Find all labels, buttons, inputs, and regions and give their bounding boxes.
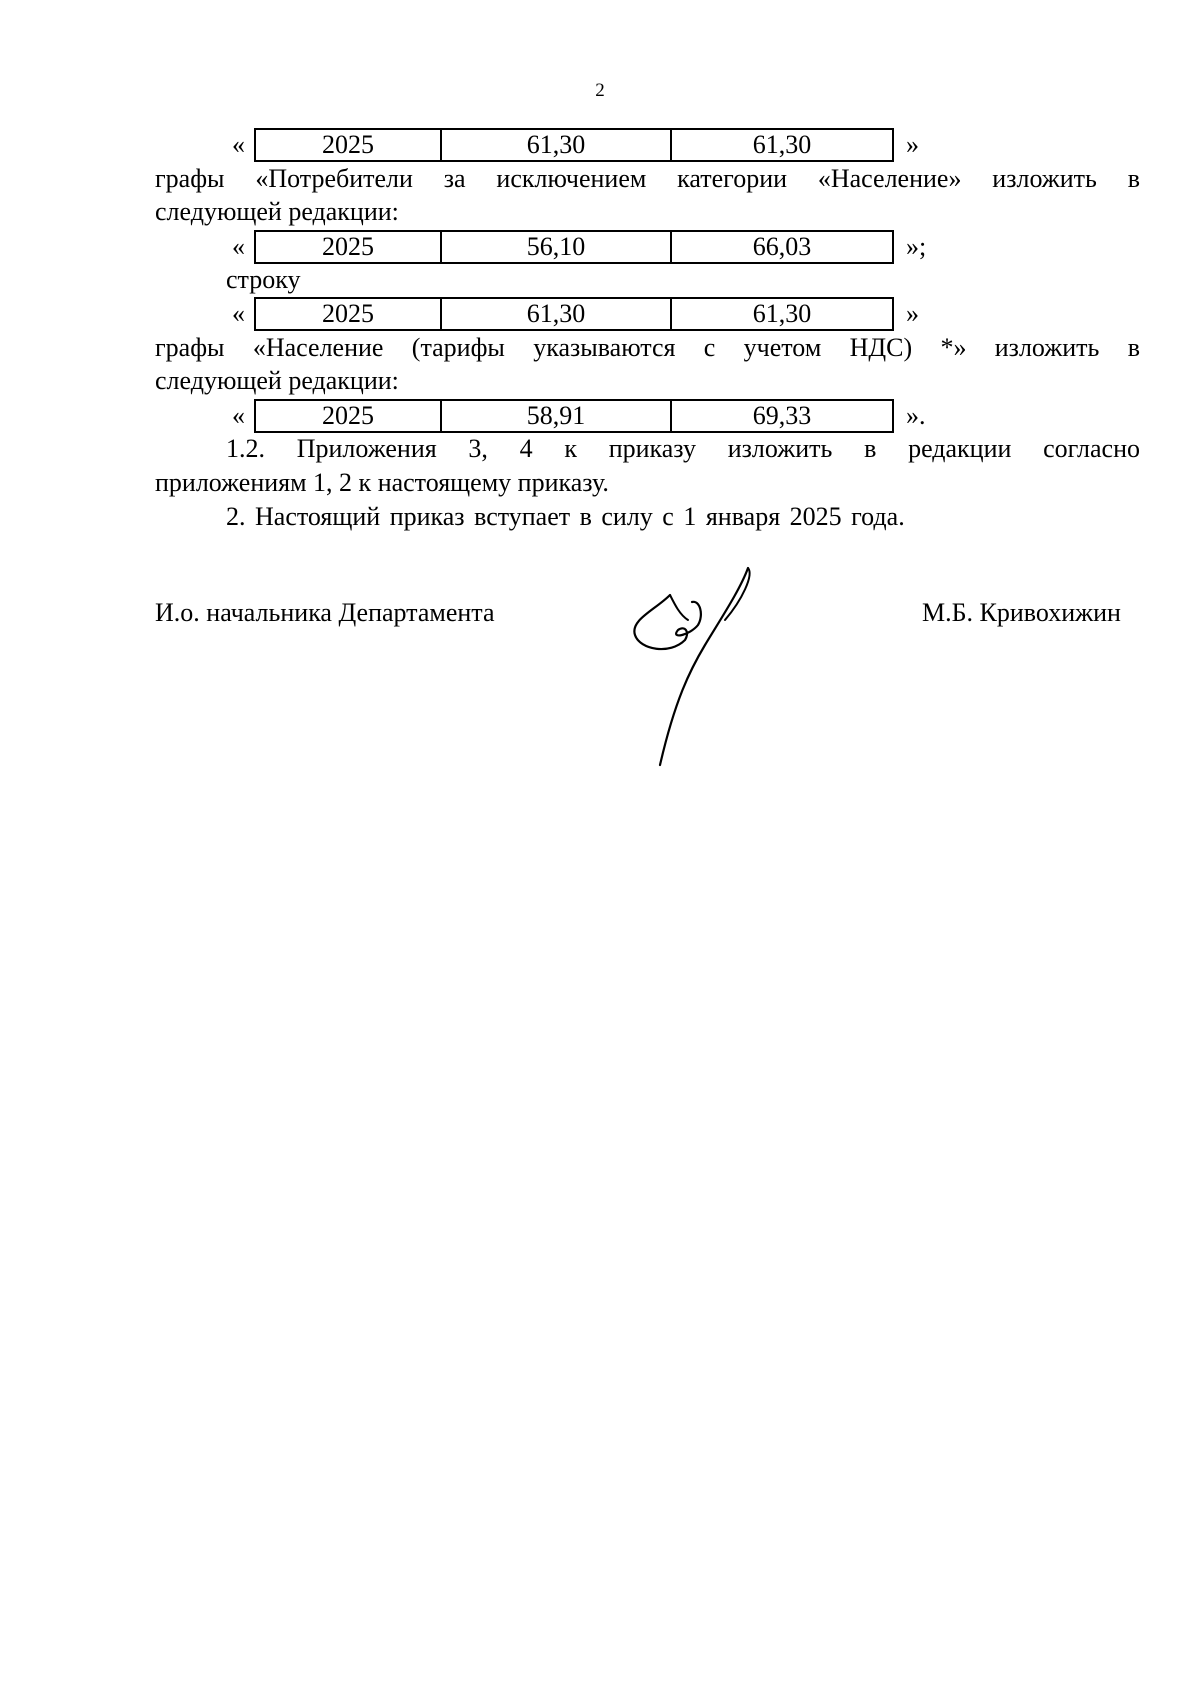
paragraph-line: приложениям 1, 2 к настоящему приказу. <box>155 468 609 497</box>
table-row <box>232 297 919 331</box>
page-number: 2 <box>595 80 605 101</box>
table-row <box>232 230 926 264</box>
value-cell-1: 61,30 <box>442 130 672 160</box>
close-quote: »; <box>906 232 927 261</box>
handwritten-signature <box>630 560 790 780</box>
close-quote: » <box>906 299 919 328</box>
paragraph-line: графы «Потребители за исключением категории «Население» изложить в <box>155 164 1140 193</box>
paragraph-line: 1.2. Приложения 3, 4 к приказу изложить в редакции согласно <box>226 434 1140 463</box>
close-quote: ». <box>906 401 926 430</box>
value-cell-2: 61,30 <box>752 299 812 328</box>
table-cells <box>254 230 894 264</box>
paragraph-line: строку <box>226 265 301 294</box>
table-row <box>232 399 926 433</box>
open-quote: « <box>232 401 245 430</box>
open-quote: « <box>232 232 245 261</box>
value-cell-1: 61,30 <box>442 299 672 329</box>
open-quote: « <box>232 130 245 159</box>
signatory-name: М.Б. Кривохижин <box>922 598 1121 627</box>
open-quote: « <box>232 299 245 328</box>
paragraph-line: 2. Настоящий приказ вступает в силу с 1 января 2025 года. <box>226 502 905 531</box>
year-cell: 2025 <box>256 232 442 262</box>
table-cells <box>254 128 894 162</box>
year-cell: 2025 <box>256 130 442 160</box>
signature-long-stroke <box>660 568 748 765</box>
close-quote: » <box>906 130 919 159</box>
paragraph-line: следующей редакции: <box>155 197 399 226</box>
value-cell-1: 58,91 <box>442 401 672 431</box>
value-cell-2: 61,30 <box>752 130 812 159</box>
table-cells <box>254 297 894 331</box>
table-cells <box>254 399 894 433</box>
table-row <box>232 128 919 162</box>
paragraph-line: следующей редакции: <box>155 366 399 395</box>
year-cell: 2025 <box>256 299 442 329</box>
value-cell-1: 56,10 <box>442 232 672 262</box>
value-cell-2: 66,03 <box>752 232 812 261</box>
signature-loop-stroke <box>634 595 701 649</box>
year-cell: 2025 <box>256 401 442 431</box>
signature-hook-stroke <box>670 595 688 620</box>
value-cell-2: 69,33 <box>752 401 812 430</box>
signatory-position: И.о. начальника Департамента <box>155 598 495 627</box>
paragraph-line: графы «Население (тарифы указываются с учетом НДС) *» изложить в <box>155 333 1140 362</box>
